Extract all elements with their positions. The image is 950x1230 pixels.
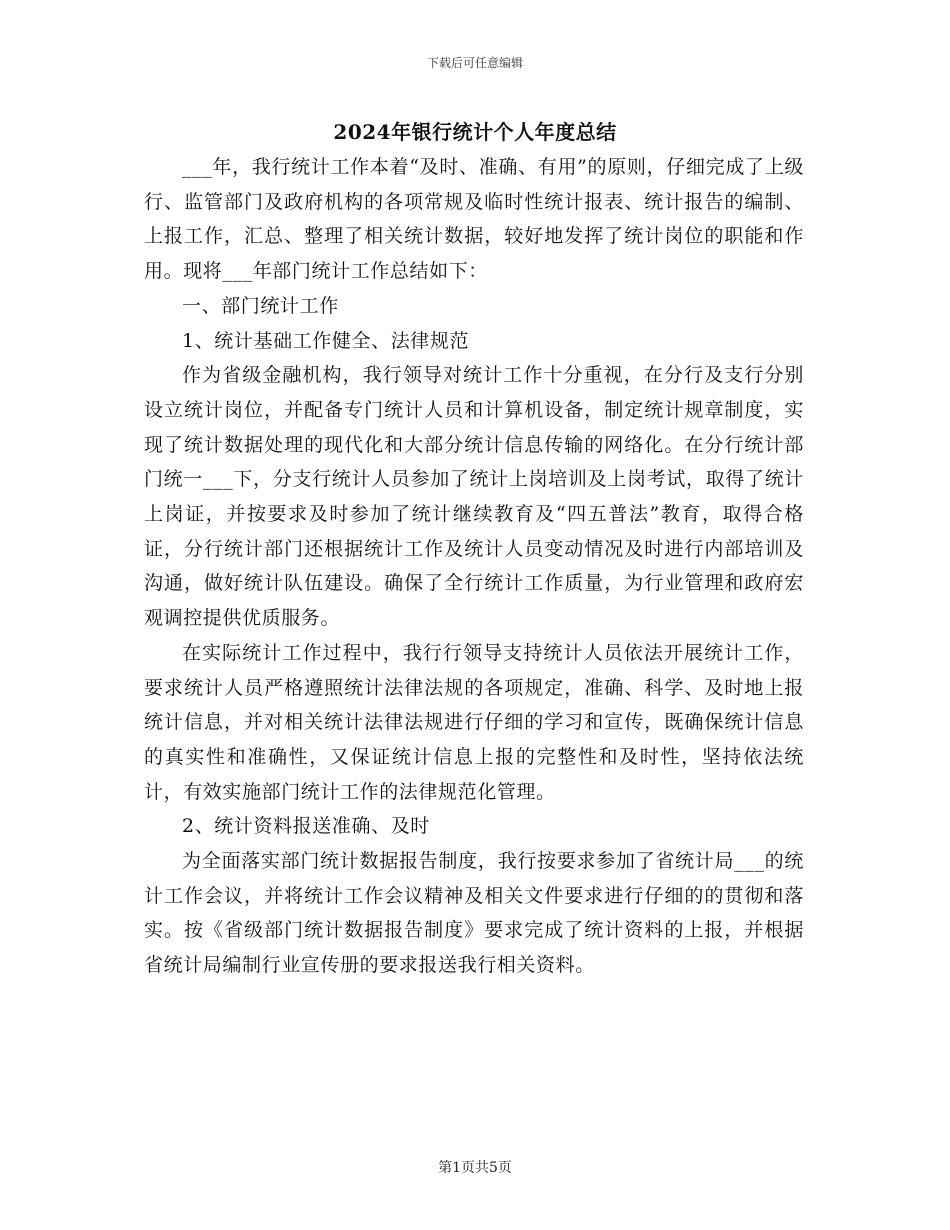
subsection-heading-2: 2、统计资料报送准确、及时 bbox=[182, 815, 430, 838]
subsection-heading-1: 1、统计基础工作健全、法律规范 bbox=[182, 329, 470, 352]
document-body bbox=[144, 150, 804, 983]
paragraph-body-2: 在实际统计工作过程中，我行行领导支持统计人员依法开展统计工作，要求统计人员严格遵照统计法律法规的各项规定，准确、科学、及时地上报统计信息，并对相关统计法律法规进行仔细的学习和宣传，既确保统计信息的真实性和准确性，又保证统计信息上报的完整性和及时性，坚持依法统计，有效实施部门统计工作的法律规范化管理。 bbox=[144, 641, 804, 803]
page-footer: 第1页共5页 bbox=[438, 1160, 512, 1176]
paragraph-body-1: 作为省级金融机构，我行领导对统计工作十分重视，在分行及支行分别设立统计岗位，并配备专门统计人员和计算机设备，制定统计规章制度，实现了统计数据处理的现代化和大部分统计信息传输的网络化。在分行统计部门统一___下，分支行统计人员参加了统计上岗培训及上岗考试，取得了统计上岗证，并按要求及时参加了统计继续教育及“四五普法”教育，取得合格证，分行统计部门还根据统计工作及统计人员变动情况及时进行内部培训及沟通，做好统计队伍建设。确保了全行统计工作质量，为行业管理和政府宏观调控提供优质服务。 bbox=[144, 364, 804, 630]
paragraph-intro: ___年，我行统计工作本着“及时、准确、有用”的原则，仔细完成了上级行、监管部门及政府机构的各项常规及临时性统计报表、统计报告的编制、上报工作，汇总、整理了相关统计数据，较好地发挥了统计岗位的职能和作用。现将___年部门统计工作总结如下： bbox=[144, 156, 804, 283]
download-note: 下载后可任意编辑 bbox=[426, 56, 523, 70]
paragraph-body-3: 为全面落实部门统计数据报告制度，我行按要求参加了省统计局___的统计工作会议，并将统计工作会议精神及相关文件要求进行仔细的的贯彻和落实。按《省级部门统计数据报告制度》要求完成了统计资料的上报，并根据省统计局编制行业宣传册的要求报送我行相关资料。 bbox=[144, 850, 804, 977]
document-title: 2024年银行统计个人年度总结 bbox=[333, 120, 617, 144]
section-heading-1: 一、部门统计工作 bbox=[182, 294, 339, 317]
